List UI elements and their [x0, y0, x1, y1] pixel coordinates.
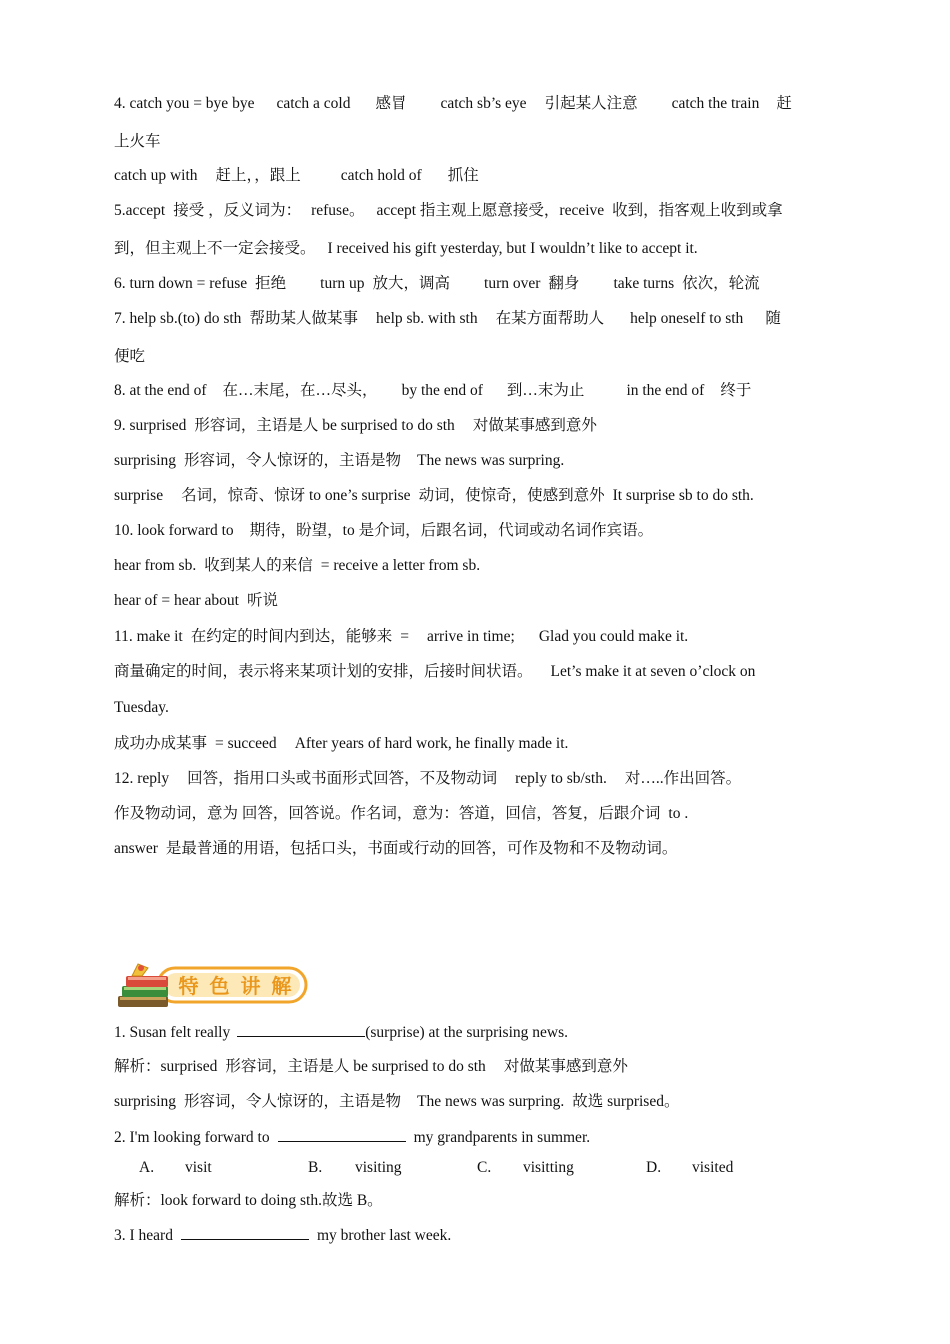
note-segment: 翻身: [548, 275, 580, 292]
note-line: [114, 381, 751, 401]
note-segment: 便吃: [114, 348, 146, 365]
note-segment: After years of hard work, he finally made it.: [294, 735, 569, 752]
note-segment: accept 指主观上愿意接受，receive: [376, 202, 605, 219]
note-line: [114, 347, 145, 367]
note-segment: by the end of: [401, 382, 483, 399]
note-segment: 9. surprised: [114, 417, 187, 434]
note-line: [114, 416, 597, 436]
option-b-letter[interactable]: B.: [308, 1159, 323, 1176]
note-segment: 成功办成某事: [114, 735, 208, 752]
answer-1-line-1: [114, 1057, 628, 1077]
note-segment: 10. look forward to: [114, 522, 234, 539]
answer-text: 解析：surprised: [114, 1058, 218, 1075]
note-segment: 帮助某人做某事: [249, 310, 358, 327]
note-line: [114, 734, 568, 754]
note-line: [114, 698, 169, 718]
question-3-text-before: 3. I heard: [114, 1227, 173, 1244]
note-segment: =: [400, 628, 409, 645]
note-segment: 依次，轮流: [682, 275, 760, 292]
note-line: [114, 166, 479, 186]
question-1: [114, 1022, 568, 1043]
option-b-text[interactable]: visiting: [355, 1159, 402, 1176]
note-segment: 终于: [720, 382, 752, 399]
section-badge: [114, 962, 310, 1012]
note-segment: 12. reply: [114, 770, 170, 787]
answer-text: 形容词，令人惊讶的，主语是物: [184, 1093, 402, 1110]
note-segment: take turns: [613, 275, 675, 292]
option-d-letter[interactable]: D.: [646, 1159, 662, 1176]
answer-blank-2[interactable]: [278, 1127, 406, 1142]
note-segment: 作及物动词，意为 回答，回答说。作名词，意为：答道，回信，答复，后跟介词: [114, 805, 661, 822]
note-segment: The news was surpring.: [417, 452, 565, 469]
note-segment: I received his gift yesterday, but I wouldn’t like to accept it.: [327, 240, 698, 257]
note-line: [114, 804, 688, 824]
note-line: [114, 839, 677, 859]
note-segment: 到，但主观上不一定会接受。: [114, 240, 316, 257]
option-a-letter[interactable]: A.: [139, 1159, 155, 1176]
answer-2: 解析：look forward to doing sth.故选 B。: [114, 1192, 383, 1209]
note-segment: arrive in time;: [427, 628, 515, 645]
note-segment: 收到，指客观上收到或拿: [612, 202, 783, 219]
note-segment: 名词，惊奇、惊讶 to one’s surprise: [181, 487, 411, 504]
note-segment: 听说: [246, 592, 278, 609]
note-segment: turn over: [484, 275, 541, 292]
note-segment: 期待，盼望，to 是介词，后跟名词，代词或动名词作宾语。: [249, 522, 654, 539]
note-segment: 赶上，，跟上: [215, 167, 301, 184]
note-segment: hear of = hear about: [114, 592, 239, 609]
question-2-text-before: 2. I'm looking forward to: [114, 1129, 270, 1146]
badge-title: 特 色 讲 解: [178, 974, 294, 998]
note-segment: 7. help sb.(to) do sth: [114, 310, 242, 327]
note-line: [114, 486, 754, 506]
note-line: [114, 201, 783, 221]
note-segment: 8. at the end of: [114, 382, 207, 399]
note-segment: 对…..作出回答。: [624, 770, 742, 787]
note-line: [114, 769, 741, 789]
note-segment: 11. make it: [114, 628, 183, 645]
note-segment: Tuesday.: [114, 699, 169, 716]
answer-text: surprising: [114, 1093, 176, 1110]
note-segment: 在…末尾，在…尽头，: [222, 382, 378, 399]
note-segment: help sb. with sth: [375, 310, 478, 327]
question-1-text-before: 1. Susan felt really: [114, 1024, 231, 1041]
answer-text: 对做某事感到意外: [503, 1058, 628, 1075]
note-line: [114, 94, 792, 114]
note-segment: 商量确定的时间，表示将来某项计划的安排，后接时间状语。: [114, 663, 533, 680]
note-segment: in the end of: [626, 382, 705, 399]
question-2: [114, 1127, 590, 1148]
note-segment: hear from sb.: [114, 557, 197, 574]
answer-blank-3[interactable]: [181, 1225, 309, 1240]
question-2-text-after: my grandparents in summer.: [413, 1129, 591, 1146]
option-a-text[interactable]: visit: [185, 1159, 212, 1176]
note-segment: turn up: [320, 275, 365, 292]
note-segment: catch hold of: [340, 167, 422, 184]
note-line: [114, 591, 278, 611]
answer-text: 故选 surprised。: [572, 1093, 680, 1110]
note-segment: help oneself to sth: [630, 310, 744, 327]
option-c-text[interactable]: visitting: [523, 1159, 574, 1176]
note-segment: refuse。: [311, 202, 365, 219]
note-segment: 4. catch you = bye bye: [114, 95, 255, 112]
question-1-text-after: (surprise) at the surprising news.: [365, 1024, 568, 1041]
answer-text: The news was surpring.: [417, 1093, 565, 1110]
note-line: [114, 627, 688, 647]
question-3-text-after: my brother last week.: [316, 1227, 452, 1244]
note-segment: 感冒: [375, 95, 407, 112]
answer-1-line-2: [114, 1092, 679, 1112]
note-segment: 接受 ，反义词为：: [173, 202, 302, 219]
answer-text: 形容词，主语是人 be surprised to do sth: [225, 1058, 486, 1075]
option-d-text[interactable]: visited: [692, 1159, 734, 1176]
note-segment: catch up with: [114, 167, 198, 184]
note-segment: 形容词，主语是人 be surprised to do sth: [194, 417, 455, 434]
note-segment: 上火车: [114, 133, 161, 150]
note-line: [114, 274, 760, 294]
note-segment: 在某方面帮助人: [495, 310, 605, 327]
note-segment: 5.accept: [114, 202, 166, 219]
note-segment: It surprise sb to do sth.: [612, 487, 754, 504]
note-segment: surprising: [114, 452, 176, 469]
note-segment: catch sb’s eye: [440, 95, 527, 112]
note-segment: 拒绝: [255, 275, 287, 292]
note-segment: to .: [668, 805, 689, 822]
note-line: [114, 662, 755, 682]
note-line: [114, 521, 653, 541]
answer-blank-1[interactable]: [237, 1022, 365, 1037]
note-line: [114, 239, 698, 259]
note-line: [114, 556, 480, 576]
note-segment: 对做某事感到意外: [472, 417, 597, 434]
note-segment: 随: [765, 310, 781, 327]
note-segment: catch a cold: [276, 95, 351, 112]
note-segment: = receive a letter from sb.: [320, 557, 481, 574]
note-segment: 收到某人的来信: [204, 557, 313, 574]
note-segment: answer: [114, 840, 158, 857]
note-segment: Let’s make it at seven o’clock on: [550, 663, 756, 680]
note-segment: 形容词，令人惊讶的，主语是物: [184, 452, 402, 469]
question-3: [114, 1225, 451, 1246]
note-line: [114, 132, 161, 152]
note-segment: surprise: [114, 487, 164, 504]
note-segment: 是最普通的用语，包括口头，书面或行动的回答，可作及物和不及物动词。: [165, 840, 678, 857]
note-line: [114, 309, 781, 329]
note-segment: 6. turn down = refuse: [114, 275, 248, 292]
note-line: [114, 451, 564, 471]
note-segment: 在约定的时间内到达，能够来: [190, 628, 393, 645]
note-segment: 动词，使惊奇，使感到意外: [418, 487, 605, 504]
note-segment: reply to sb/sth.: [515, 770, 607, 787]
note-segment: 抓住: [447, 167, 479, 184]
option-c-letter[interactable]: C.: [477, 1159, 492, 1176]
note-segment: 放大，调高: [372, 275, 451, 292]
note-segment: catch the train: [671, 95, 760, 112]
note-segment: 赶: [776, 95, 792, 112]
note-segment: 回答，指用口头或书面形式回答，不及物动词: [187, 770, 498, 787]
note-segment: 到…末为止: [506, 382, 585, 399]
note-segment: 引起某人注意: [544, 95, 638, 112]
note-segment: Glad you could make it.: [538, 628, 689, 645]
note-segment: = succeed: [215, 735, 277, 752]
